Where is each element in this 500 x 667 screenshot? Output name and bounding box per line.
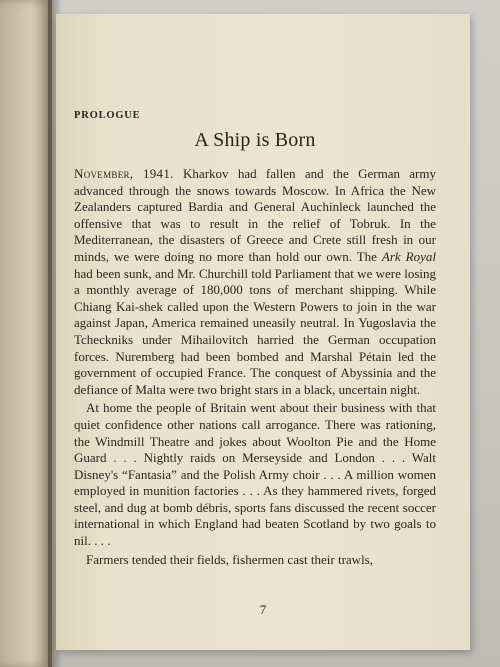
italic-text: Ark Royal [381,248,436,264]
text-segment: Farmers tended their fields, fishermen cast their trawls, [86,551,373,567]
page-number: 7 [259,602,267,617]
text-segment: had been sunk, and Mr. Churchill told Parliament that we were losing a monthly average of 180,000 tons of merchant shipping. While Chiang Kai-shek called upon the Western Powers to join in the war against Japan, America remained uneasily neutral. In Yugoslavia the Tcheckniks under Mihailovitch harried the German occupation forces. Nuremberg had been bombed and Marshal Pétain led the government of occupied France. The conquest of Abyssinia and the defiance of Malta were two bright stars in a black, uncertain night. [74,265,436,397]
body-text [74,166,436,568]
body-paragraph [74,166,436,398]
dateline: November, 1941. [74,166,174,181]
section-label: PROLOGUE [74,110,141,121]
text-segment: Kharkov had fallen and the German army advanced through the snows towards Moscow. In Africa the New Zealanders captured Bardia and General Auchinleck launched the offensive that was to result in the relief of Tobruk. In the Mediterranean, the disasters of Greece and Crete still fresh in our minds, we were doing no more than hold our own. The [74,166,437,264]
chapter-title: A Ship is Born [194,129,316,151]
body-paragraph [74,400,436,549]
book-page [56,14,470,650]
page-content [74,110,436,568]
text-segment: At home the people of Britain went about their business with that quiet confidence other nations call arrogance. There was rationing, the Windmill Theatre and jokes about Woolton Pie and the Home Guard . . . Nightly raids on Merseyside and London . . . Walt Disney's “Fantasia” and the Polish Army choir . . . A million women employed in munition factories . . . As they hammered rivets, forged steel, and dug at bomb débris, sports fans discussed the recent soccer international in which England had beaten Scotland by two goals to nil. . . . [74,400,436,549]
body-paragraph [74,552,436,569]
left-page-edge [0,0,52,667]
